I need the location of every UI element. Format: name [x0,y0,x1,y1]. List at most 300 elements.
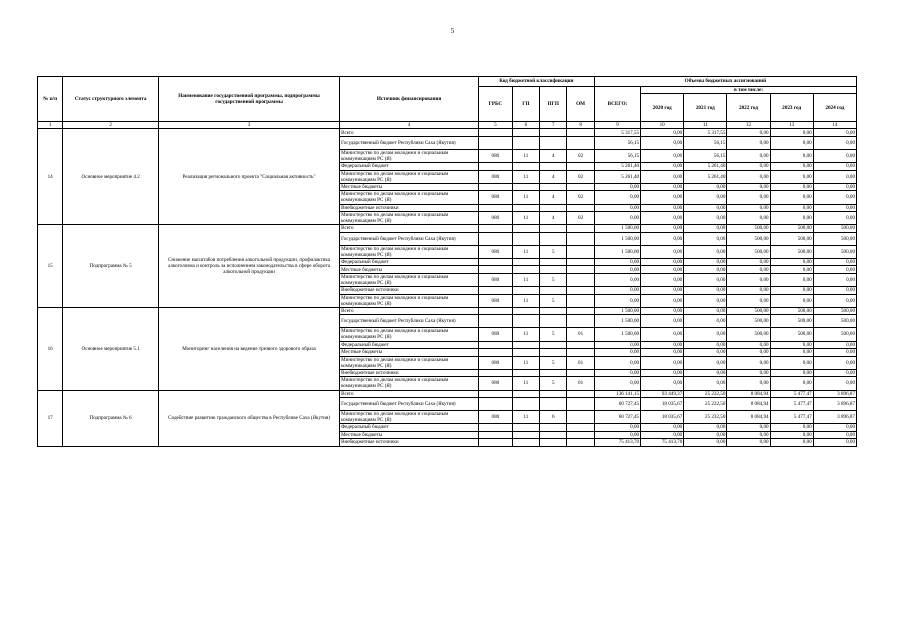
amount-year: 0,00 [770,356,813,369]
code-gp [512,136,539,149]
column-number: 11 [684,122,727,129]
code-grbs [479,390,513,398]
code-grbs [479,424,513,432]
code-gp: 11 [512,356,539,369]
column-number: 9 [594,122,640,129]
code-gp: 11 [512,411,539,424]
amount-year: 0,00 [641,183,684,191]
header-volume-group: Объемы бюджетных ассигнований [594,77,856,87]
amount-year: 500,00 [727,225,770,233]
table-header [38,77,857,122]
amount-year: 0,00 [813,136,856,149]
amount-total: 5 261,40 [594,170,640,183]
amount-year: 5 317,55 [684,129,727,137]
code-grbs: 080 [479,212,513,225]
amount-total: 56,15 [594,136,640,149]
column-number: 13 [770,122,813,129]
amount-year: 0,00 [641,273,684,286]
code-grbs [479,431,513,439]
amount-year: 0,00 [813,191,856,204]
funding-source: Министерство по делам молодежи и социальным коммуникациям РС (Я) [340,191,479,204]
amount-year: 0,00 [770,431,813,439]
code-om [567,349,594,357]
code-gp [512,439,539,447]
amount-total: 0,00 [594,369,640,377]
amount-year: 0,00 [641,163,684,171]
amount-year: 93 449,37 [641,390,684,398]
funding-source: Всего [340,225,479,233]
funding-source: Местные бюджеты [340,349,479,357]
amount-year: 0,00 [813,424,856,432]
amount-year: 0,00 [727,170,770,183]
page-number: 5 [450,27,455,35]
column-number: 14 [813,122,856,129]
code-gp [512,266,539,274]
amount-year: 0,00 [727,149,770,162]
code-gp [512,341,539,349]
code-pgp [540,232,567,245]
amount-year: 0,00 [727,136,770,149]
amount-year: 0,00 [641,136,684,149]
code-pgp [540,183,567,191]
amount-year: 0,00 [727,349,770,357]
amount-total: 0,00 [594,258,640,266]
code-gp [512,287,539,295]
amount-year: 0,00 [684,307,727,315]
code-gp: 11 [512,377,539,390]
amount-total: 1 500,00 [594,232,640,245]
code-grbs: 080 [479,149,513,162]
program-name: Реализация регионального проекта "Социальная активность" [159,129,340,225]
code-pgp: 5 [540,356,567,369]
code-pgp [540,424,567,432]
code-gp [512,349,539,357]
code-gp [512,232,539,245]
amount-year: 0,00 [641,232,684,245]
amount-year: 0,00 [813,258,856,266]
code-gp: 11 [512,245,539,258]
code-gp: 11 [512,294,539,307]
funding-source: Всего [340,129,479,137]
code-om [567,136,594,149]
code-pgp [540,266,567,274]
amount-year: 0,00 [641,369,684,377]
code-om: 02 [567,191,594,204]
amount-year: 0,00 [684,273,727,286]
code-grbs [479,369,513,377]
code-pgp: 5 [540,294,567,307]
column-number: 2 [63,122,159,129]
funding-source: Министерство по делам молодежи и социальным коммуникациям РС (Я) [340,273,479,286]
code-gp [512,258,539,266]
amount-year: 0,00 [641,266,684,274]
column-number-row [38,122,857,129]
amount-year: 5 261,40 [684,170,727,183]
amount-year: 0,00 [770,136,813,149]
amount-total: 0,00 [594,341,640,349]
amount-year: 0,00 [641,341,684,349]
amount-year: 0,00 [770,294,813,307]
amount-year: 0,00 [813,204,856,212]
amount-year: 0,00 [641,245,684,258]
code-pgp: 4 [540,191,567,204]
amount-year: 0,00 [727,287,770,295]
amount-year: 0,00 [770,266,813,274]
amount-year: 0,00 [684,212,727,225]
code-gp [512,183,539,191]
amount-year: 0,00 [727,258,770,266]
funding-source: Государственный бюджет Республики Саха (Якутия) [340,398,479,411]
amount-total: 1 500,00 [594,245,640,258]
code-gp [512,225,539,233]
amount-total: 0,00 [594,294,640,307]
amount-year: 0,00 [641,294,684,307]
header-num: № п/п [38,77,63,122]
code-om: 01 [567,328,594,341]
code-om: 02 [567,212,594,225]
amount-year: 0,00 [684,232,727,245]
code-om: 02 [567,149,594,162]
funding-source: Министерство по делам молодежи и социальным коммуникациям РС (Я) [340,411,479,424]
amount-year: 8 084,94 [727,390,770,398]
amount-total: 75 413,70 [594,439,640,447]
amount-year: 56,15 [684,136,727,149]
amount-year: 0,00 [813,439,856,447]
amount-year: 500,00 [770,245,813,258]
code-grbs [479,258,513,266]
amount-year: 8 084,94 [727,398,770,411]
amount-year: 0,00 [641,287,684,295]
amount-year: 0,00 [813,163,856,171]
code-gp [512,431,539,439]
amount-year: 500,00 [813,245,856,258]
amount-year: 0,00 [641,307,684,315]
amount-year: 75 413,70 [641,439,684,447]
code-gp: 11 [512,149,539,162]
code-om [567,294,594,307]
amount-year: 500,00 [813,225,856,233]
amount-year: 0,00 [641,212,684,225]
code-pgp: 5 [540,328,567,341]
funding-source: Федеральный бюджет [340,424,479,432]
code-om [567,390,594,398]
code-grbs [479,341,513,349]
code-om [567,204,594,212]
amount-year: 0,00 [770,258,813,266]
table-row [38,390,857,398]
code-gp: 11 [512,328,539,341]
amount-year: 0,00 [684,341,727,349]
funding-source: Внебюджетные источники [340,287,479,295]
funding-source: Всего [340,390,479,398]
amount-year: 25 232,50 [684,398,727,411]
column-number: 6 [512,122,539,129]
code-om [567,183,594,191]
header-year: 2020 год [641,94,684,122]
code-pgp: 5 [540,245,567,258]
amount-year: 0,00 [641,258,684,266]
amount-total: 0,00 [594,204,640,212]
amount-year: 500,00 [770,307,813,315]
funding-source: Местные бюджеты [340,431,479,439]
amount-year: 0,00 [684,204,727,212]
amount-total: 60 727,45 [594,411,640,424]
amount-year: 0,00 [770,212,813,225]
amount-year: 0,00 [770,439,813,447]
amount-total: 1 500,00 [594,315,640,328]
amount-year: 0,00 [684,225,727,233]
row-number: 14 [38,129,63,225]
code-grbs: 080 [479,356,513,369]
amount-year: 0,00 [641,225,684,233]
code-pgp [540,431,567,439]
amount-total: 0,00 [594,287,640,295]
header-total: ВСЕГО: [594,87,640,122]
amount-year: 0,00 [770,170,813,183]
amount-year: 0,00 [770,341,813,349]
code-grbs [479,225,513,233]
code-pgp [540,287,567,295]
amount-year: 0,00 [770,129,813,137]
amount-year: 0,00 [813,212,856,225]
code-om [567,287,594,295]
amount-year: 0,00 [770,149,813,162]
program-name: Мониторинг населения на ведение трезвого здорового образа [159,307,340,390]
code-grbs [479,204,513,212]
amount-year: 0,00 [770,424,813,432]
funding-source: Министерство по делам молодежи и социальным коммуникациям РС (Я) [340,356,479,369]
amount-total: 60 727,45 [594,398,640,411]
amount-year: 500,00 [727,315,770,328]
amount-year: 500,00 [727,307,770,315]
amount-total: 0,00 [594,191,640,204]
funding-source: Министерство по делам молодежи и социальным коммуникациям РС (Я) [340,170,479,183]
amount-year: 0,00 [641,149,684,162]
code-grbs [479,232,513,245]
amount-year: 0,00 [770,349,813,357]
code-pgp: 6 [540,411,567,424]
amount-total: 1 500,00 [594,328,640,341]
code-om [567,258,594,266]
header-year: 2021 год [684,94,727,122]
funding-source: Министерство по делам молодежи и социальным коммуникациям РС (Я) [340,328,479,341]
code-pgp [540,163,567,171]
code-om [567,424,594,432]
header-including: в том числе: [641,87,857,94]
code-gp [512,369,539,377]
column-number: 7 [540,122,567,129]
amount-year: 0,00 [641,356,684,369]
amount-year: 0,00 [727,356,770,369]
amount-year: 0,00 [684,328,727,341]
code-om [567,315,594,328]
amount-total: 0,00 [594,266,640,274]
amount-year: 0,00 [727,191,770,204]
code-grbs [479,163,513,171]
code-pgp [540,315,567,328]
amount-year: 5 477,47 [770,398,813,411]
table-row [38,225,857,233]
amount-year: 0,00 [727,212,770,225]
code-om [567,431,594,439]
code-pgp [540,225,567,233]
code-gp [512,163,539,171]
amount-year: 0,00 [727,129,770,137]
amount-year: 0,00 [727,431,770,439]
code-grbs: 080 [479,411,513,424]
code-grbs [479,398,513,411]
amount-year: 0,00 [684,245,727,258]
amount-year: 0,00 [813,356,856,369]
funding-source: Федеральный бюджет [340,163,479,171]
structural-status: Подпрограмма № 5 [63,225,159,308]
amount-year: 3 896,87 [813,411,856,424]
code-grbs [479,315,513,328]
amount-year: 0,00 [813,349,856,357]
amount-total: 0,00 [594,212,640,225]
code-grbs [479,287,513,295]
header-source: Источник финансирования [340,77,479,122]
code-gp: 11 [512,170,539,183]
code-om [567,411,594,424]
code-gp: 11 [512,191,539,204]
amount-year: 0,00 [727,294,770,307]
amount-year: 0,00 [641,424,684,432]
amount-year: 0,00 [684,258,727,266]
amount-year: 500,00 [770,315,813,328]
code-om: 01 [567,377,594,390]
code-pgp [540,390,567,398]
code-om [567,163,594,171]
amount-total: 0,00 [594,424,640,432]
code-gp [512,307,539,315]
amount-year: 3 896,87 [813,390,856,398]
code-grbs: 080 [479,377,513,390]
amount-year: 5 477,47 [770,390,813,398]
code-pgp: 5 [540,273,567,286]
code-om [567,398,594,411]
row-number: 15 [38,225,63,308]
amount-total: 56,15 [594,149,640,162]
program-name: Содействие развитию гражданского общества в Республике Саха (Якутия) [159,390,340,446]
amount-year: 500,00 [813,328,856,341]
code-grbs [479,307,513,315]
amount-year: 0,00 [641,129,684,137]
header-year: 2024 год [813,94,856,122]
code-grbs: 080 [479,294,513,307]
amount-year: 0,00 [684,424,727,432]
funding-source: Министерство по делам молодежи и социальным коммуникациям РС (Я) [340,212,479,225]
code-gp [512,315,539,328]
code-gp [512,424,539,432]
amount-year: 500,00 [813,232,856,245]
code-grbs [479,349,513,357]
column-number: 8 [567,122,594,129]
code-grbs [479,183,513,191]
code-pgp [540,398,567,411]
amount-total: 136 141,15 [594,390,640,398]
funding-source: Местные бюджеты [340,266,479,274]
amount-year: 0,00 [727,183,770,191]
code-pgp: 4 [540,170,567,183]
amount-year: 0,00 [813,294,856,307]
amount-year: 500,00 [727,245,770,258]
column-number: 12 [727,122,770,129]
amount-year: 0,00 [684,266,727,274]
code-om [567,266,594,274]
funding-source: Внебюджетные источники [340,204,479,212]
amount-year: 0,00 [641,170,684,183]
funding-source: Внебюджетные источники [340,369,479,377]
amount-year: 0,00 [770,191,813,204]
code-pgp [540,136,567,149]
funding-source: Министерство по делам молодежи и социальным коммуникациям РС (Я) [340,149,479,162]
amount-year: 0,00 [813,149,856,162]
amount-year: 0,00 [770,369,813,377]
funding-source: Министерство по делам молодежи и социальным коммуникациям РС (Я) [340,245,479,258]
amount-year: 8 084,94 [727,411,770,424]
structural-status: Подпрограмма № 6 [63,390,159,446]
column-number: 1 [38,122,63,129]
amount-year: 0,00 [684,369,727,377]
amount-year: 0,00 [684,349,727,357]
amount-year: 56,15 [684,149,727,162]
amount-year: 5 261,40 [684,163,727,171]
code-pgp: 5 [540,377,567,390]
funding-source: Всего [340,307,479,315]
amount-year: 0,00 [770,204,813,212]
amount-total: 5 317,55 [594,129,640,137]
amount-year: 3 896,87 [813,398,856,411]
amount-year: 0,00 [813,129,856,137]
code-om [567,341,594,349]
amount-year: 0,00 [727,163,770,171]
amount-year: 0,00 [641,191,684,204]
structural-status: Основное мероприятие 4.2 [63,129,159,225]
funding-source: Федеральный бюджет [340,258,479,266]
header-year: 2023 год [770,94,813,122]
amount-year: 0,00 [727,424,770,432]
code-pgp [540,307,567,315]
amount-year: 18 035,67 [641,411,684,424]
amount-year: 0,00 [641,204,684,212]
amount-year: 0,00 [684,191,727,204]
amount-year: 0,00 [770,287,813,295]
column-number: 4 [340,122,479,129]
row-number: 17 [38,390,63,446]
amount-year: 0,00 [813,183,856,191]
code-gp [512,204,539,212]
row-number: 16 [38,307,63,390]
amount-year: 500,00 [727,232,770,245]
amount-total: 0,00 [594,183,640,191]
amount-year: 0,00 [641,349,684,357]
amount-year: 0,00 [684,183,727,191]
code-pgp: 4 [540,149,567,162]
amount-year: 500,00 [813,315,856,328]
code-om [567,307,594,315]
code-gp [512,398,539,411]
amount-year: 0,00 [684,439,727,447]
funding-source: Государственный бюджет Республики Саха (Якутия) [340,315,479,328]
amount-year: 0,00 [641,431,684,439]
code-om [567,369,594,377]
amount-year: 0,00 [684,377,727,390]
code-grbs: 080 [479,328,513,341]
code-grbs: 080 [479,245,513,258]
amount-year: 0,00 [813,170,856,183]
amount-year: 0,00 [813,431,856,439]
